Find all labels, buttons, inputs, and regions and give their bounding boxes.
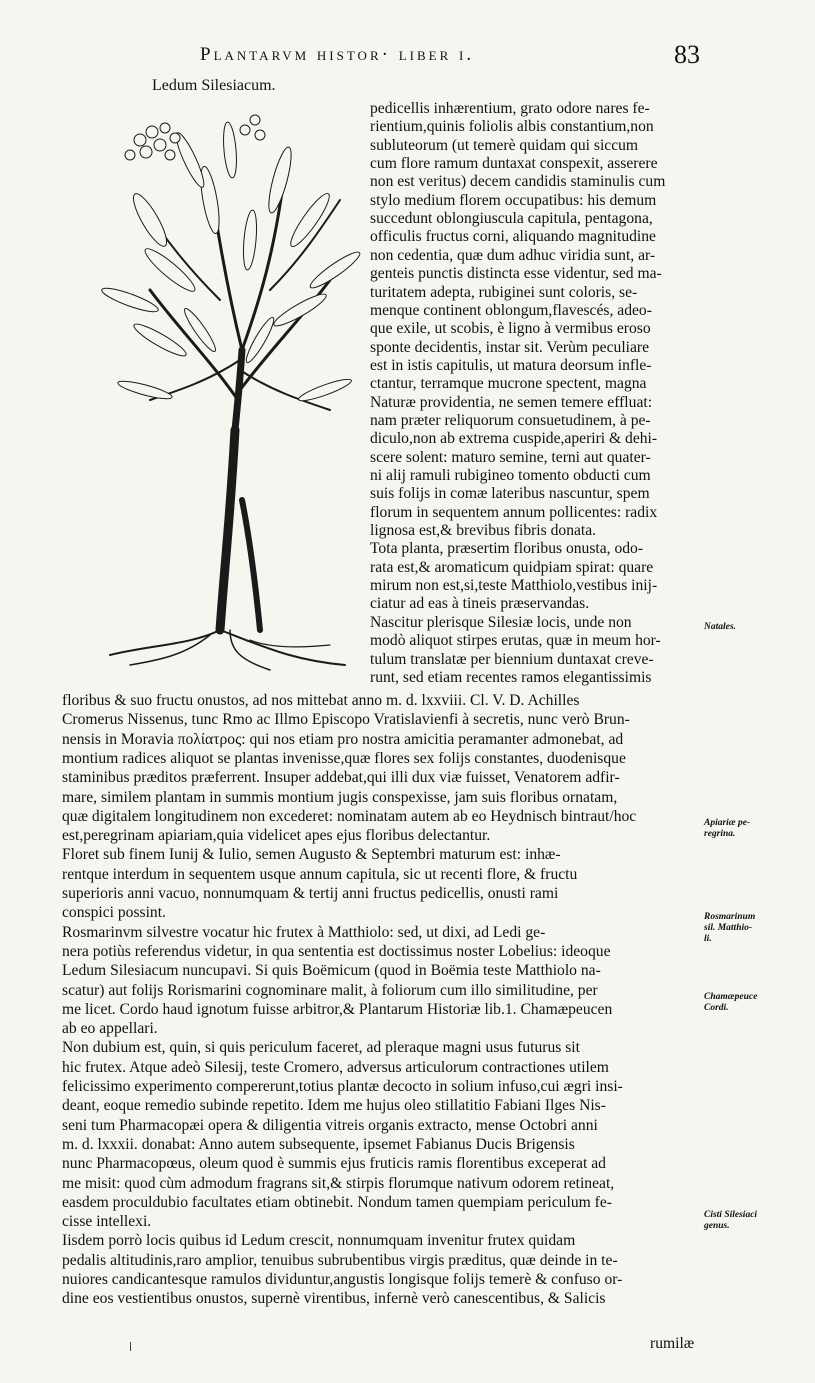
text-line: est,peregrinam apiariam,quia videlicet apes ejus floribus delectantur.: [62, 827, 491, 845]
text-line: superioris anni vacuo, nonnumquam & tertij anni fructus pedicellis, onusti rami: [62, 885, 559, 902]
text-line: rentque interdum in sequentem usque annum capitula, sic ut recenti flore, & fructu: [62, 865, 578, 883]
text-line: deant, eoque remedio subinde repetito. Idem me hujus oleo stillatitio Fabiani Ilges Nis-: [62, 1097, 606, 1115]
text-line: Iisdem porrò locis quibus id Ledum crescit, nonnumquam invenitur frutex quidam: [62, 1232, 576, 1250]
text-line: pedalis altitudinis,raro amplior, tenuibus subrubentibus virgis præditus, quæ deinde in te-: [62, 1251, 618, 1269]
figure-caption: Ledum Silesiacum.: [152, 77, 276, 94]
text-line: quæ digitalem longitudinem non excederet: nominatam autem ab eo Heydnisch bintraut/hoc: [62, 807, 637, 825]
text-line: Floret sub finem Iunij & Iulio, semen Augusto & Septembri maturum est: inhæ-: [62, 846, 561, 864]
marginal-note: Apiariæ pe- regrina.: [704, 818, 751, 839]
text-line: ciatur ad eas à tineis præservandas.: [370, 595, 590, 613]
text-line: runt, sed etiam recentes ramos elegantissimis: [370, 668, 652, 686]
text-line: seni tum Pharmacopæi opera & diligentia vitreis organis extracto, mense Octobri anni: [62, 1116, 598, 1134]
marginal-note: Natales.: [704, 622, 736, 632]
text-line: tulum translatæ per biennium duntaxat creve-: [370, 650, 654, 668]
text-line: Cromerus Nissenus, tunc Rmo ac Illmo Episcopo Vratislavienfi à secretis, nunc verò Brun-: [62, 711, 630, 729]
text-line: cisse intellexi.: [62, 1213, 152, 1231]
text-line: conspici possint.: [62, 904, 166, 922]
text-line: Nascitur plerisque Silesiæ locis, unde non: [370, 613, 632, 631]
text-line: felicissimo experimento compererunt,totius plantæ decocto in solium infuso,cui ægri insi-: [62, 1078, 623, 1095]
text-line: pedicellis inhærentium, grato odore nares fe-: [370, 100, 650, 117]
text-line: Tota planta, præsertim floribus onusta, odo-: [370, 540, 644, 558]
text-line: non est veritus) decem candidis staminulis cum: [370, 173, 666, 191]
text-line: floribus & suo fructu onustos, ad nos mittebat anno m. d. lxxviii. Cl. V. D. Achilles: [62, 692, 580, 709]
marginal-note: Cisti Silesiaci genus.: [704, 1210, 758, 1231]
text-line: non cedentia, quæ dum adhuc viridia sunt, ar-: [370, 246, 656, 264]
text-line: lignosa est,& brevibus fibris donata.: [370, 522, 597, 540]
text-line: Non dubium est, quin, si quis periculum faceret, ad pleraque magni usus futurus sit: [62, 1039, 580, 1057]
text-line: staminibus præditos præferrent. Insuper addebat,qui illi dux viæ fuisset, Venatorem adfir-: [62, 769, 620, 787]
text-line: que exile, ut scobis, è ligno à vermibus eroso: [370, 320, 651, 338]
plant-woodcut-illustration: [70, 100, 370, 680]
text-line: stylo medium florem occupatibus: his demum: [370, 191, 657, 209]
text-line: rientium,quinis foliolis albis constantium,non: [370, 118, 654, 136]
text-line: scere solent: maturo semine, terni aut quater-: [370, 448, 651, 466]
text-line: montium radices aliquot se plantas invenisse,quæ flores sex folijs constantes, duodenisque: [62, 749, 626, 767]
text-line: Naturæ providentia, ne semen temere effluat:: [370, 393, 653, 411]
text-line: mare, similem plantam in summis montium jugis conspexisse, jam suis floribus ornatam,: [62, 788, 618, 806]
page-number: 83: [674, 40, 700, 69]
text-line: ab eo appellari.: [62, 1020, 158, 1038]
text-line: officulis fructus corni, aliquando magnitudine: [370, 228, 656, 246]
text-line: scatur) aut folijs Rorismarini cognominare malit, à foliorum cum illo similitudine, per: [62, 981, 598, 999]
text-line: Ledum Silesiacum nuncupavi. Si quis Boëmicum (quod in Boëmia teste Matthiolo na-: [62, 962, 601, 980]
text-line: diculo,non ab extrema cuspide,aperiri & dehi-: [370, 430, 658, 448]
text-line: m. d. lxxxii. donabat: Anno autem subsequente, ipsemet Fabianus Ducis Brigensis: [62, 1135, 575, 1153]
text-line: sponte decidentis, instar sit. Verùm peculiare: [370, 338, 650, 356]
text-line: me misit: quod cùm admodum fragrans sit,& stirpis florumque nativum odorem retineat,: [62, 1174, 615, 1192]
text-line: me licet. Cordo haud ignotum fuisse arbitror,& Plantarum Historiæ lib.1. Chamæpeucen: [62, 1000, 613, 1018]
text-line: nam præter reliquorum consuetudinem, à pe-: [370, 411, 651, 429]
stray-mark: [130, 1342, 131, 1351]
text-line: ctantur, terramque mucrone spectent, magna: [370, 375, 647, 393]
text-line: cum flore ramum duntaxat conspexit, asserere: [370, 155, 658, 173]
catchword: rumilæ: [650, 1335, 695, 1352]
text-line: suis folijs in comæ lateribus nascuntur, spem: [370, 485, 650, 503]
running-head: Plantarvm histor· liber i.: [200, 44, 475, 65]
text-line: nera potiùs referendus videtur, in qua sententia est doctissimus noster Lobelius: ideoque: [62, 942, 611, 960]
text-line: modò aliquot stirpes erutas, quæ in meum hor-: [370, 632, 661, 650]
text-line: turitatem adepta, rubiginei sunt coloris, se-: [370, 283, 638, 301]
text-line: Rosmarinvm silvestre vocatur hic frutex à Matthiolo: sed, ut dixi, ad Ledi ge-: [62, 923, 546, 941]
text-line: subluteorum (ut temerè quidam qui siccum: [370, 136, 639, 154]
text-line: nunc Pharmacopœus, oleum quod è summis ejus fruticis ramis florentibus exceperat ad: [62, 1155, 606, 1173]
text-line: nensis in Moravia πολίατρος: qui nos etiam pro nostra amicitia peramanter admonebat, ad: [62, 730, 624, 748]
text-line: genteis punctis distincta esse videntur, sed ma-: [370, 265, 662, 283]
text-line: rata est,& aromaticum quidpiam spirat: quare: [370, 558, 654, 576]
text-line: nuiores candicantesque ramulos dividuntur,angustis longisque folijs temerè & confuso or-: [62, 1271, 623, 1288]
text-line: mirum non est,si,teste Matthiolo,vestibus inij-: [370, 577, 658, 595]
text-line: menque continent oblongum,flavescés, adeo-: [370, 301, 652, 319]
text-line: est in istis capitulis, ut matura deorsum infle-: [370, 356, 652, 374]
text-line: dine eos vestientibus onustos, supernè virentibus, infernè verò canescentibus, & Salicis: [62, 1290, 606, 1308]
marginal-note: Rosmarinum sil. Matthio- li.: [704, 912, 756, 944]
marginal-note: Chamæpeuce Cordi.: [704, 992, 758, 1013]
text-line: ni alij ramuli rubigineo tomento obducti cum: [370, 467, 651, 484]
text-line: florum in sequentem annum pollicentes: radix: [370, 503, 658, 521]
text-line: easdem proculdubio facultates etiam obtinebit. Nondum tamen quempiam periculum fe-: [62, 1193, 612, 1211]
text-line: hic frutex. Atque adeò Silesij, teste Cromero, adversus articulorum contractiones utilem: [62, 1058, 609, 1076]
text-line: succedunt oblongiuscula capitula, pentagona,: [370, 210, 653, 228]
